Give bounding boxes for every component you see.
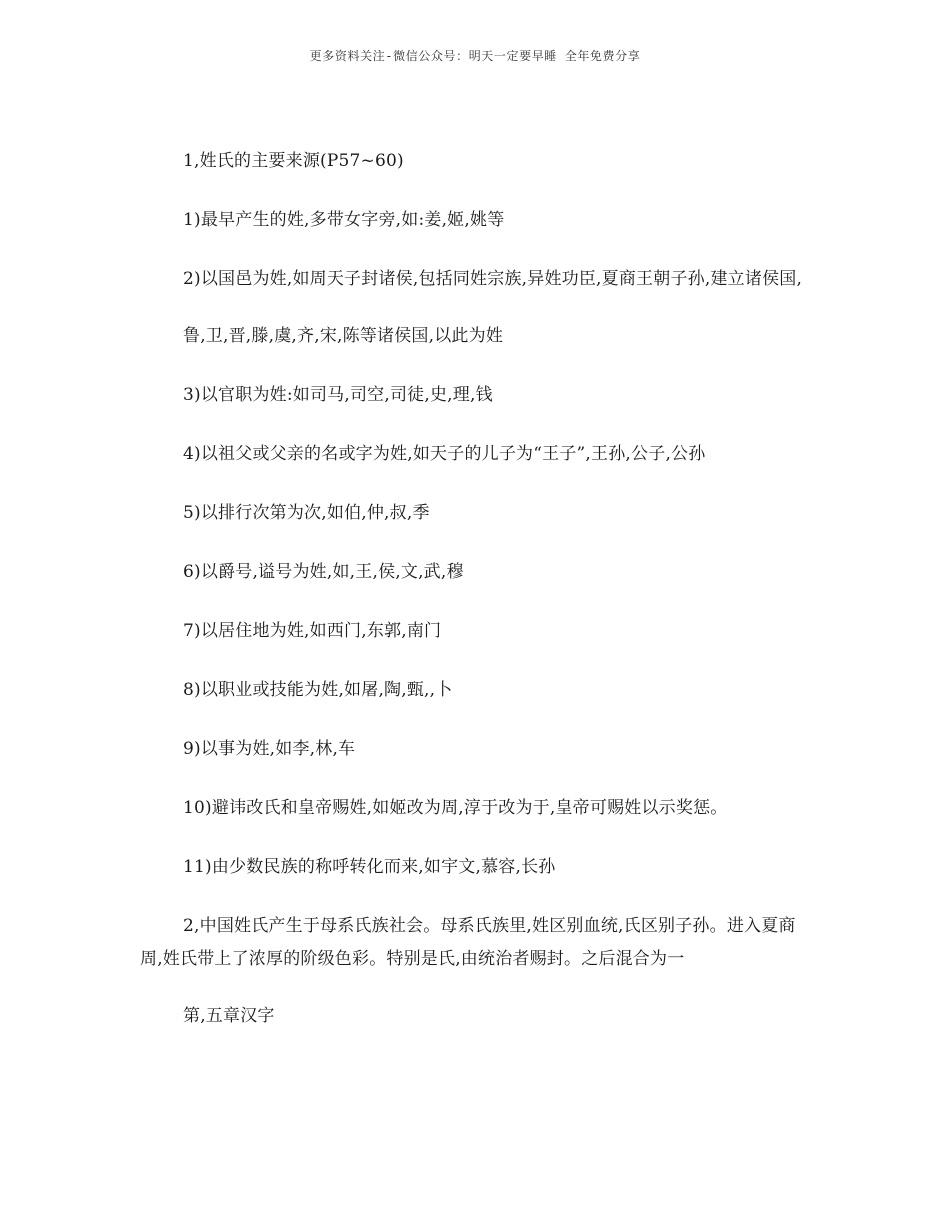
- paragraph-chapter-five-heading: 第,五章汉字: [183, 1006, 275, 1026]
- paragraph-item-2: 2)以国邑为姓,如周天子封诸侯,包括同姓宗族,异姓功臣,夏商王朝子孙,建立诸侯国,: [183, 269, 803, 289]
- page-header: 更多资料关注-微信公众号：明天一定要早睡 全年免费分享: [309, 49, 641, 63]
- paragraph-item-4: 4)以祖父或父亲的名或字为姓,如天子的儿子为“王子”,王孙,公子,公孙: [183, 444, 706, 464]
- paragraph-item-2-continued: 鲁,卫,晋,滕,虞,齐,宋,陈等诸侯国,以此为姓: [183, 326, 504, 346]
- paragraph-item-9: 9)以事为姓,如李,林,车: [183, 739, 356, 759]
- paragraph-item-5: 5)以排行次第为次,如伯,仲,叔,季: [183, 503, 430, 523]
- paragraph-item-10: 10)避讳改氏和皇帝赐姓,如姬改为周,淳于改为于,皇帝可赐姓以示奖惩。: [183, 798, 728, 818]
- paragraph-item-6: 6)以爵号,谥号为姓,如,王,侯,文,武,穆: [183, 562, 464, 582]
- paragraph-surname-origin-summary: 2,中国姓氏产生于母系氏族社会。母系氏族里,姓区别血统,氏区别子孙。进入夏商周,姓氏带上了浓厚的阶级色彩。特别是氏,由统治者赐封。之后混合为一: [140, 916, 796, 969]
- paragraph-surname-sources-title: 1,姓氏的主要来源(P57~60): [183, 151, 404, 171]
- document-body: [140, 145, 812, 1059]
- paragraph-item-3: 3)以官职为姓:如司马,司空,司徒,史,理,钱: [183, 385, 493, 405]
- paragraph-item-1: 1)最早产生的姓,多带女字旁,如:姜,姬,姚等: [183, 210, 505, 230]
- paragraph-item-8: 8)以职业或技能为姓,如屠,陶,甄,,卜: [183, 680, 453, 700]
- paragraph-item-11: 11)由少数民族的称呼转化而来,如宇文,慕容,长孙: [183, 857, 556, 877]
- paragraph-item-7: 7)以居住地为姓,如西门,东郭,南门: [183, 621, 442, 641]
